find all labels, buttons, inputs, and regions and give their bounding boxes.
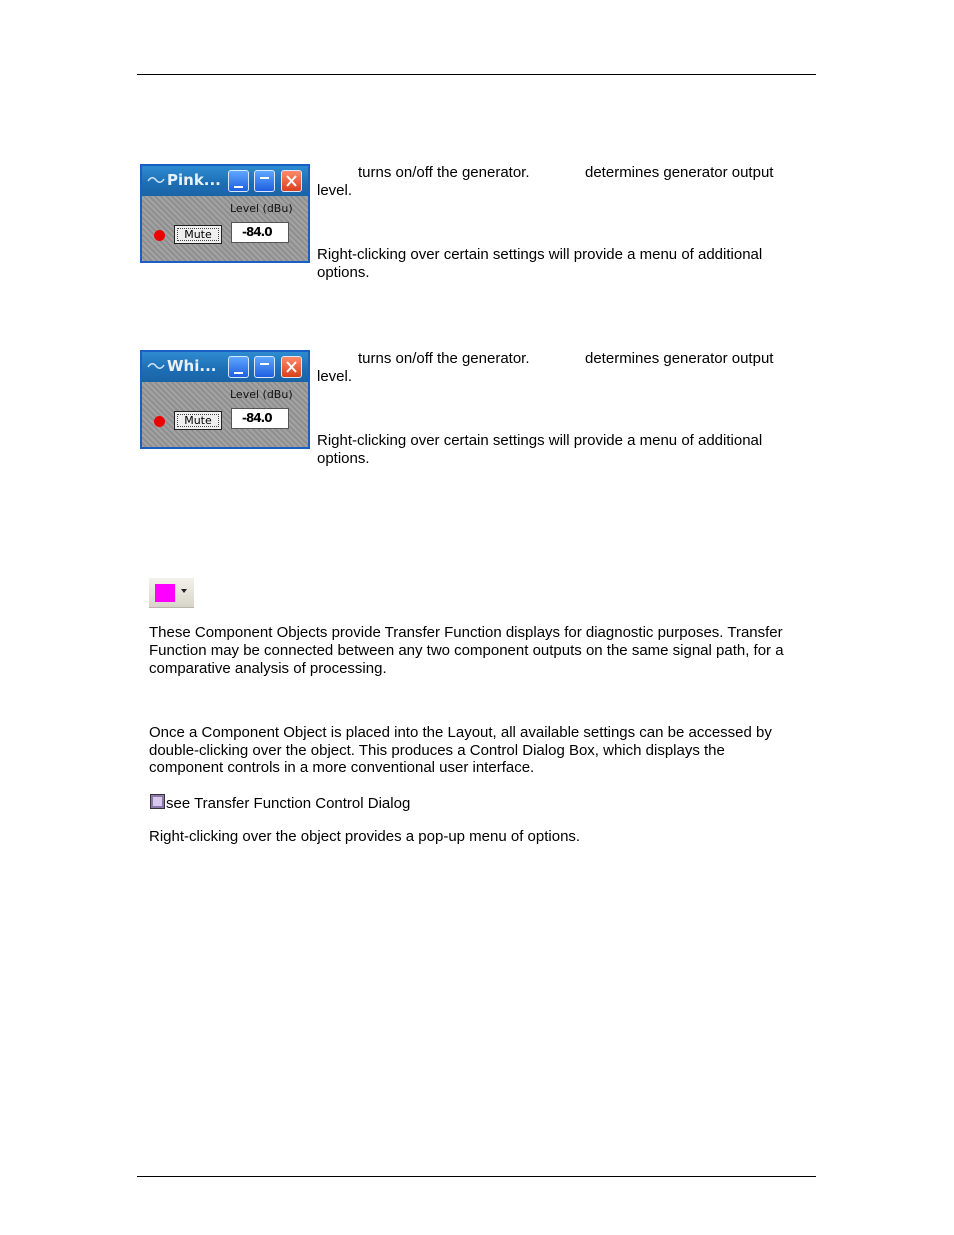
- close-button[interactable]: [281, 170, 302, 192]
- close-icon: [282, 171, 301, 191]
- minimize-icon: [234, 186, 243, 188]
- minimize-button[interactable]: [228, 356, 249, 378]
- level-input[interactable]: -84.0: [231, 408, 289, 429]
- restore-icon: [260, 363, 269, 365]
- tf-control-line-2: double-clicking over the object. This produces a Control Dialog Box, which displays the: [149, 742, 725, 759]
- tf-control-line-3: component controls in a more conventional user interface.: [149, 759, 535, 776]
- level-description: determines generator output: [585, 164, 774, 181]
- widget-title: Pink...: [167, 171, 221, 189]
- see-control-dialog-link[interactable]: see Transfer Function Control Dialog: [166, 795, 411, 812]
- tf-intro-line-1: These Component Objects provide Transfer Function displays for diagnostic purposes. Transfer: [149, 624, 783, 641]
- sine-wave-icon: [147, 360, 165, 372]
- minimize-icon: [234, 372, 243, 374]
- widget-titlebar[interactable]: [142, 166, 308, 196]
- right-click-note-cont: options.: [317, 264, 370, 281]
- level-description-cont: level.: [317, 368, 353, 385]
- tf-control-line-1: Once a Component Object is placed into the Layout, all available settings can be accessed by: [149, 724, 772, 741]
- level-label: Level (dBu): [230, 202, 293, 215]
- transfer-function-toolbar-button[interactable]: [149, 578, 194, 608]
- white-noise-generator-widget[interactable]: [140, 350, 310, 449]
- minimize-button[interactable]: [228, 170, 249, 192]
- dropdown-arrow-icon: [181, 589, 187, 593]
- level-input[interactable]: -84.0: [231, 222, 289, 243]
- jump-link-icon[interactable]: [150, 794, 165, 809]
- level-label: Level (dBu): [230, 388, 293, 401]
- pink-noise-generator-widget[interactable]: [140, 164, 310, 263]
- mute-button[interactable]: Mute: [174, 225, 222, 244]
- restore-icon: [260, 177, 269, 179]
- header-rule: [137, 74, 816, 75]
- transfer-function-icon: [155, 584, 175, 602]
- mute-button[interactable]: Mute: [174, 411, 222, 430]
- mute-description: turns on/off the generator.: [358, 350, 530, 367]
- level-description: determines generator output: [585, 350, 774, 367]
- widget-titlebar[interactable]: [142, 352, 308, 382]
- tf-intro-line-2: Function may be connected between any two component outputs on the same signal path, for a: [149, 642, 784, 659]
- close-button[interactable]: [281, 356, 302, 378]
- widget-body: [142, 382, 308, 447]
- mute-description: turns on/off the generator.: [358, 164, 530, 181]
- maximize-button[interactable]: [254, 170, 275, 192]
- widget-title: Whi...: [167, 357, 217, 375]
- maximize-button[interactable]: [254, 356, 275, 378]
- right-click-note-cont: options.: [317, 450, 370, 467]
- tf-intro-line-3: comparative analysis of processing.: [149, 660, 387, 677]
- tf-popup-note: Right-clicking over the object provides a pop-up menu of options.: [149, 828, 581, 845]
- sine-wave-icon: [147, 174, 165, 186]
- level-description-cont: level.: [317, 182, 353, 199]
- widget-body: [142, 196, 308, 261]
- signal-led-icon: [154, 416, 165, 427]
- right-click-note: Right-clicking over certain settings will provide a menu of additional: [317, 432, 763, 449]
- footer-rule: [137, 1176, 816, 1177]
- close-icon: [282, 357, 301, 377]
- right-click-note: Right-clicking over certain settings will provide a menu of additional: [317, 246, 763, 263]
- signal-led-icon: [154, 230, 165, 241]
